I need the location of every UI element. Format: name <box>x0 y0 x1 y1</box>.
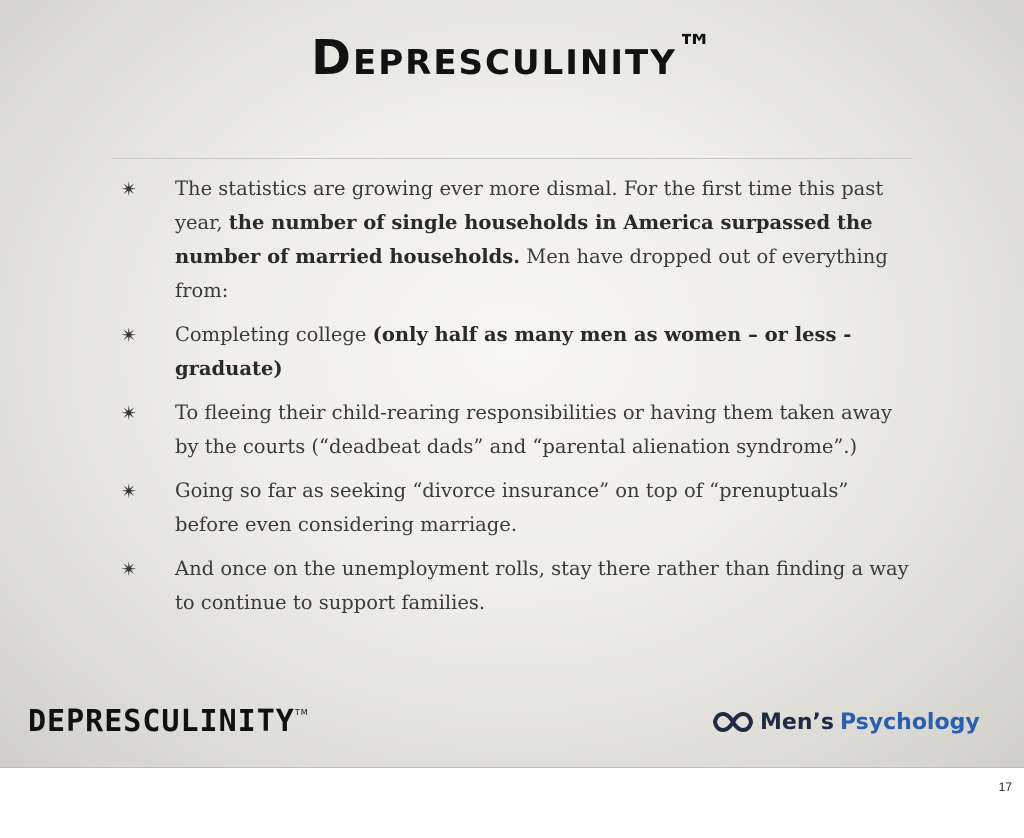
bullet-text: Going so far as seeking “divorce insurance” on top of “prenuptuals” before even considering marriage. <box>175 479 849 536</box>
bullet-text: And once on the unemployment rolls, stay there rather than finding a way to continue to support families. <box>175 557 909 614</box>
bullet-text: Men have dropped out of everything from: <box>175 245 888 302</box>
bullet-text-bold: (only half as many men as women – or less - graduate) <box>175 323 852 380</box>
bullet-star-icon: ✴ <box>120 323 138 347</box>
depresculinity-logo-trademark: TM <box>294 708 309 717</box>
bullet-star-icon: ✴ <box>120 177 138 201</box>
logo-word-psychology: Psychology <box>839 709 980 735</box>
bullet-text: To fleeing their child-rearing responsibilities or having them taken away by the courts (“deadbeat dads” and “parental alienation syndrome”.) <box>175 401 892 458</box>
bullet-text: The statistics are growing ever more dismal. For the first time this past year, <box>175 177 884 234</box>
depresculinity-logo-text: DEPRESCULINITY <box>28 704 295 739</box>
bullet-text: Completing college <box>175 323 373 346</box>
page-number: 17 <box>998 780 1012 794</box>
bullet-text-bold: the number of single households in America surpassed the number of married households. <box>175 211 873 268</box>
bullet-star-icon: ✴ <box>120 557 138 581</box>
bullet-star-icon: ✴ <box>120 479 138 503</box>
bullet-star-icon: ✴ <box>120 401 138 425</box>
logo-word-mens: Men’s <box>760 709 834 735</box>
slide-title-text: Depresculinity <box>311 30 677 86</box>
slide-title-trademark: ™ <box>676 28 713 69</box>
